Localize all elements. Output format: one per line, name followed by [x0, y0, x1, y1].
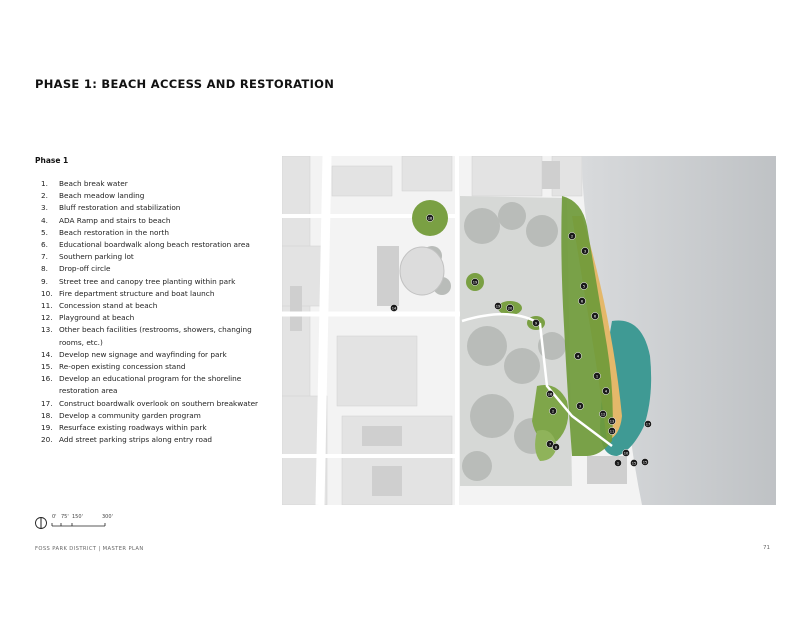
map-marker-label: 1	[595, 374, 599, 379]
map-marker	[568, 232, 575, 239]
list-item	[35, 276, 275, 288]
map-marker	[622, 449, 629, 456]
map-marker-label: 4	[576, 354, 580, 359]
list-item-text: Add street parking strips along entry road	[59, 435, 213, 445]
list-item	[35, 202, 275, 214]
list-item-text: Develop an educational program for the shoreline restoration area	[59, 374, 242, 396]
list-item	[35, 239, 275, 251]
list-item-text: Construct boardwalk overlook on southern breakwater	[59, 398, 259, 408]
list-item-text: Re-open existing concession stand	[59, 362, 186, 372]
list-item-text: Southern parking lot	[59, 252, 134, 262]
section-label: Phase 1	[35, 156, 69, 165]
map-marker-label: 6	[593, 314, 597, 319]
list-item-text: Fire department structure and boat launch	[59, 288, 215, 298]
list-item-number: 7.	[41, 252, 48, 262]
scale-bar	[35, 514, 135, 532]
list-item	[35, 251, 275, 263]
map-marker-label: 17	[645, 422, 651, 427]
list-item-number: 6.	[41, 240, 48, 250]
list-item	[35, 422, 275, 434]
list-item-number: 14.	[41, 349, 53, 359]
map-marker-label: 2	[570, 234, 574, 239]
map-marker-label: 1	[616, 461, 620, 466]
list-item-number: 5.	[41, 227, 48, 237]
list-item-text: Develop new signage and wayfinding for park	[59, 349, 227, 359]
map-marker-label: 7	[548, 442, 552, 447]
page-number: 71	[763, 545, 770, 551]
list-item-text: Concession stand at beach	[59, 301, 158, 311]
map-marker	[549, 407, 556, 414]
list-item-number: 12.	[41, 313, 53, 323]
map-marker-label: 13	[609, 419, 615, 424]
map-marker	[599, 410, 606, 417]
list-item-text: Street tree and canopy tree planting within park	[59, 276, 236, 286]
list-item-text: Drop-off circle	[59, 264, 111, 274]
map-marker	[581, 247, 588, 254]
map-marker	[552, 443, 559, 450]
map-marker-label: 3	[583, 249, 587, 254]
map-marker	[494, 302, 501, 309]
map-marker-label: 6	[580, 299, 584, 304]
list-item-text: Playground at beach	[59, 313, 135, 323]
map-marker	[591, 312, 598, 319]
map-marker-label: 15	[631, 461, 637, 466]
list-item	[35, 300, 275, 312]
scale-label: 0'	[52, 514, 57, 520]
north-arrow-icon	[36, 518, 47, 529]
map-marker-label: 12	[600, 412, 606, 417]
map-marker	[644, 420, 651, 427]
map-marker-label: 11	[609, 429, 615, 434]
map-marker	[574, 352, 581, 359]
list-item-text: Beach meadow landing	[59, 191, 145, 201]
list-item	[35, 361, 275, 373]
list-item-text: ADA Ramp and stairs to beach	[59, 215, 171, 225]
map-marker	[426, 214, 433, 221]
map-marker	[471, 278, 478, 285]
map-marker-label: 4	[604, 389, 608, 394]
list-item-text: Other beach facilities (restrooms, showers, changing rooms, etc.)	[59, 325, 252, 347]
map-marker	[578, 297, 585, 304]
site-plan-map	[282, 156, 776, 505]
list-item	[35, 398, 275, 410]
map-marker	[614, 459, 621, 466]
map-marker-label: 8	[554, 445, 558, 450]
map-marker	[580, 282, 587, 289]
list-item	[35, 178, 275, 190]
map-marker	[593, 372, 600, 379]
list-item	[35, 434, 275, 446]
map-marker	[546, 390, 553, 397]
list-item	[35, 288, 275, 300]
list-item-text: Beach break water	[59, 179, 128, 188]
map-marker	[630, 459, 637, 466]
footer-text: FOSS PARK DISTRICT | MASTER PLAN	[35, 546, 144, 552]
list-item	[35, 349, 275, 361]
page-title: PHASE 1: BEACH ACCESS AND RESTORATION	[35, 77, 335, 91]
list-item	[35, 227, 275, 239]
list-item-number: 3.	[41, 203, 48, 213]
map-marker-label: 14	[391, 306, 397, 311]
map-marker	[608, 417, 615, 424]
list-item-number: 9.	[41, 276, 48, 286]
list-item-number: 4.	[41, 215, 48, 225]
scale-label: 300'	[102, 514, 113, 520]
list-item-number: 11.	[41, 301, 53, 311]
list-item-number: 13.	[41, 325, 53, 335]
list-item-number: 15.	[41, 362, 53, 372]
map-marker	[506, 304, 513, 311]
phase-items-list	[35, 178, 275, 446]
list-item-number: 2.	[41, 191, 48, 201]
list-item-text: Beach restoration in the north	[59, 227, 169, 237]
list-item-number: 10.	[41, 288, 53, 298]
list-item-text: Develop a community garden program	[59, 410, 201, 420]
map-marker-label: 16	[547, 392, 553, 397]
list-item	[35, 312, 275, 324]
list-item-number: 17.	[41, 398, 53, 408]
list-item	[35, 263, 275, 275]
map-marker-label: 15	[642, 460, 648, 465]
map-marker	[576, 402, 583, 409]
list-item	[35, 190, 275, 202]
map-marker-label: 19	[495, 304, 501, 309]
list-item-number: 8.	[41, 264, 48, 274]
ball-field	[400, 247, 444, 295]
list-item-text: Resurface existing roadways within park	[59, 423, 207, 433]
list-item-number: 20.	[41, 435, 53, 445]
map-marker-label: 10	[623, 451, 629, 456]
scale-label: 75'	[61, 514, 69, 520]
map-marker-label: 20	[507, 306, 513, 311]
list-item-number: 19.	[41, 423, 53, 433]
map-marker-label: 3	[578, 404, 582, 409]
map-marker-label: 18	[427, 216, 433, 221]
map-marker-label: 2	[551, 409, 555, 414]
map-marker	[390, 304, 397, 311]
map-marker-label: 5	[582, 284, 586, 289]
list-item	[35, 324, 275, 348]
scale-label: 150'	[72, 514, 83, 520]
map-marker	[641, 458, 648, 465]
list-item-number: 18.	[41, 410, 53, 420]
list-item-number: 16.	[41, 374, 53, 384]
list-item-number: 1.	[41, 179, 48, 188]
map-marker	[602, 387, 609, 394]
list-item-text: Educational boardwalk along beach restoration area	[59, 240, 250, 250]
list-item-text: Bluff restoration and stabilization	[59, 203, 181, 213]
map-marker-label: 19	[472, 280, 478, 285]
list-item	[35, 410, 275, 422]
list-item	[35, 373, 275, 397]
map-marker	[608, 427, 615, 434]
map-marker-label: 9	[534, 321, 538, 326]
list-item	[35, 215, 275, 227]
map-marker	[532, 319, 539, 326]
